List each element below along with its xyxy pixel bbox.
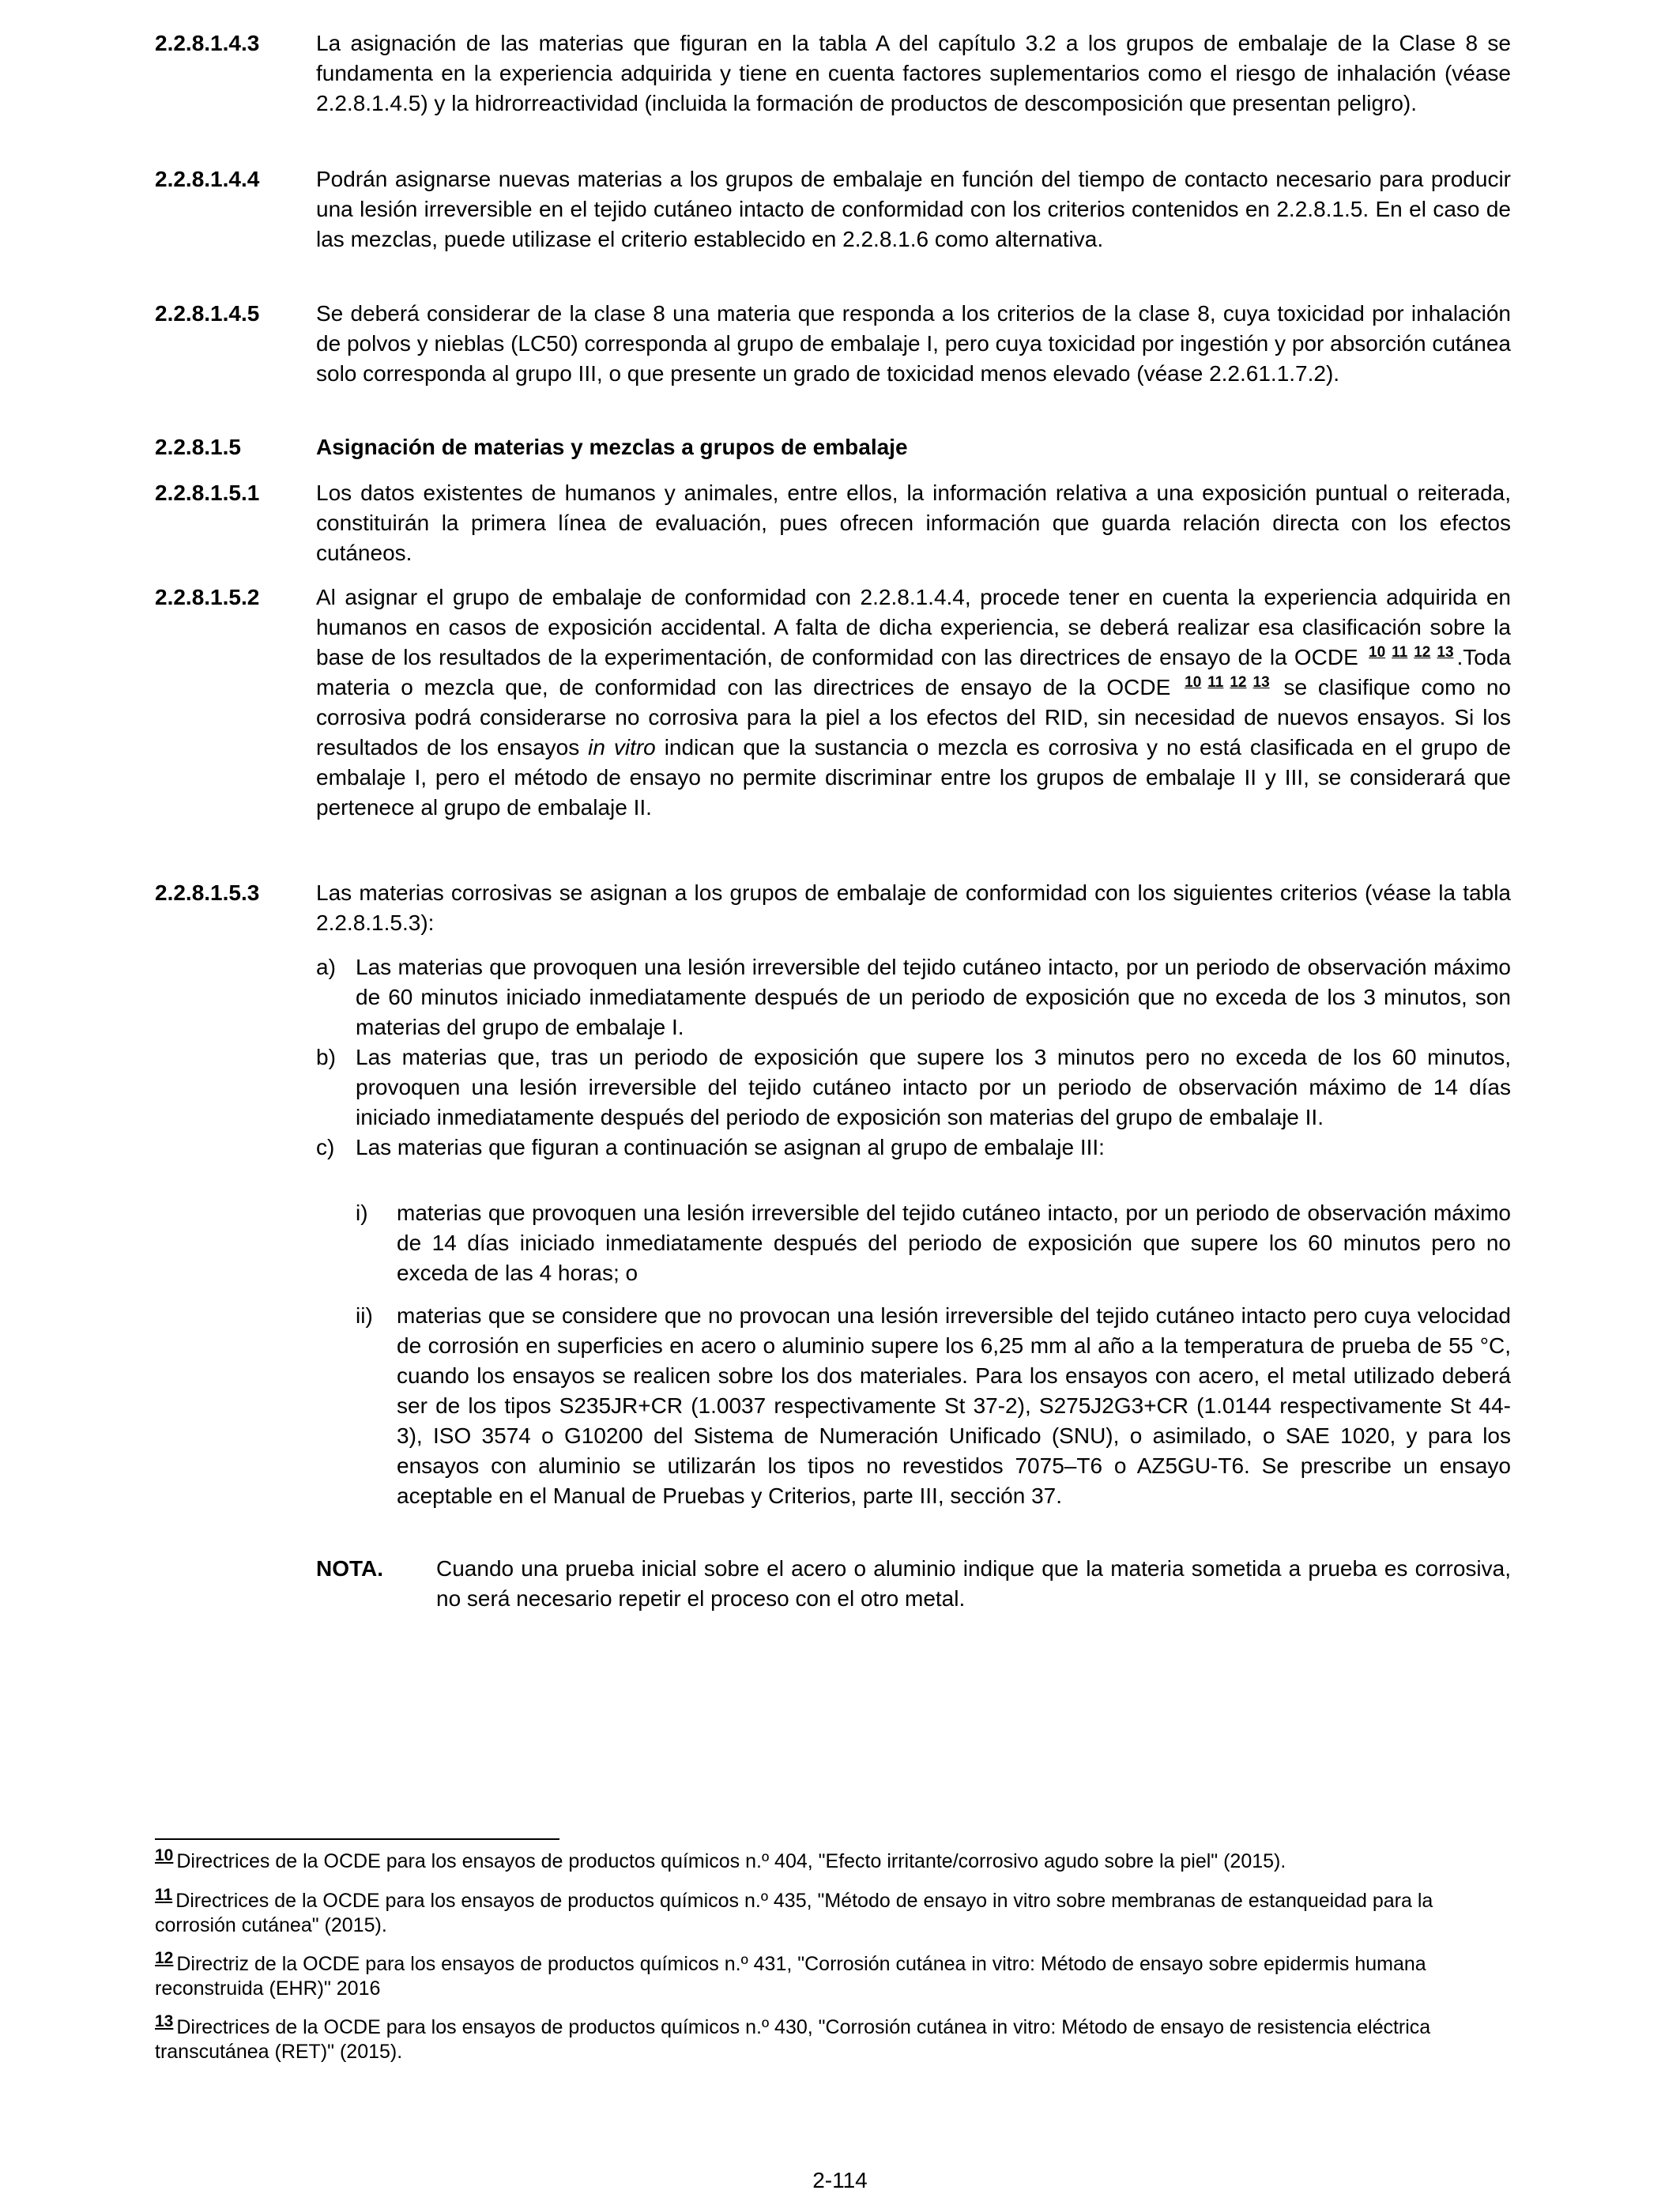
list-item-label: b) <box>316 1045 336 1069</box>
section-2-2-8-1-4-4 <box>155 164 1511 254</box>
footnote-text: Directrices de la OCDE para los ensayos de productos químicos n.º 430, "Corrosión cutánea in vitro: Método de ensayo de resistencia eléctrica transcutánea (RET)" (2015). <box>155 2016 1431 2063</box>
section-text: Se deberá considerar de la clase 8 una materia que responda a los criterios de la clase 8, cuya toxicidad por inhalación de polvos y nieblas (LC50) corresponda al grupo de embalaje I, pero cuya toxicidad por ingestión y por absorción cutánea solo corresponda al grupo III, o que presente un grado de toxicidad menos elevado (véase 2.2.61.1.7.2). <box>316 301 1511 386</box>
section-text: Podrán asignarse nuevas materias a los grupos de embalaje en función del tiempo de contacto necesario para producir una lesión irreversible en el tejido cutáneo intacto de conformidad con los criterios contenidos en 2.2.8.1.5. En el caso de las mezclas, puede utilizase el criterio establecido en 2.2.8.1.6 como alternativa. <box>316 167 1511 251</box>
list-item-text: Las materias que, tras un periodo de exposición que supere los 3 minutos pero no exceda de los 60 minutos, provoquen una lesión irreversible del tejido cutáneo intacto por un periodo de observación máximo de 14 días iniciado inmediatamente después del periodo de exposición son materias del grupo de embalaje II. <box>356 1045 1511 1129</box>
section-2-2-8-1-5 <box>155 432 1511 462</box>
footnote-ref[interactable]: 13 <box>1252 673 1270 691</box>
footnote-mark: 12 <box>155 1948 174 1967</box>
list-item <box>316 952 1511 1042</box>
sub-list-item-text: materias que provoquen una lesión irreversible del tejido cutáneo intacto, por un periodo de observación máximo de 14 días iniciado inmediatamente después del periodo de exposición que supere los 60 minutos pero no exceda de las 4 horas; o <box>397 1201 1511 1285</box>
footnote-text: Directrices de la OCDE para los ensayos de productos químicos n.º 404, "Efecto irritante/corrosivo agudo sobre la piel" (2015). <box>176 1850 1286 1872</box>
list-item-text: Las materias que figuran a continuación se asignan al grupo de embalaje III: <box>356 1135 1105 1159</box>
section-text <box>316 582 1511 823</box>
section-2-2-8-1-4-5 <box>155 299 1511 389</box>
footnote-ref[interactable]: 10 <box>1369 643 1386 661</box>
footnote-ref[interactable]: 11 <box>1207 673 1224 691</box>
section-text: Las materias corrosivas se asignan a los grupos de embalaje de conformidad con los siguientes criterios (véase la tabla 2.2.8.1.5.3): <box>316 880 1511 935</box>
footnote-10 <box>155 1845 1506 1874</box>
footnote-mark: 10 <box>155 1845 174 1864</box>
note-block <box>316 1554 1511 1614</box>
text-part: indican que la sustancia o mezcla es corrosiva y no está clasificada en el grupo de embalaje I, pero el método de ensayo no permite discriminar entre los grupos de embalaje II y III, se considerará que pertenece al grupo de embalaje II. <box>316 735 1512 820</box>
footnote-mark: 11 <box>155 1885 173 1904</box>
section-number: 2.2.8.1.4.5 <box>155 301 260 326</box>
text-part: se clasifique como no corrosiva podrá considerarse no corrosiva para la piel a los efectos del RID, sin necesidad de nuevos ensayos. Si los resultados de los ensayos <box>316 675 1511 760</box>
list-item <box>316 1133 1511 1163</box>
footnote-ref[interactable]: 12 <box>1230 673 1247 691</box>
section-number: 2.2.8.1.5.3 <box>155 880 260 905</box>
footnote-ref[interactable]: 10 <box>1185 673 1202 691</box>
sub-list-item-ii <box>356 1301 1511 1511</box>
footnote-13 <box>155 2011 1506 2064</box>
section-number: 2.2.8.1.4.4 <box>155 167 260 191</box>
section-text: Los datos existentes de humanos y animales, entre ellos, la información relativa a una exposición puntual o reiterada, constituirán la primera línea de evaluación, pues ofrecen información que guarda relación directa con los efectos cutáneos. <box>316 481 1511 565</box>
list-item-label: a) <box>316 955 336 979</box>
footnote-divider <box>155 1838 559 1840</box>
section-heading: Asignación de materias y mezclas a grupos de embalaje <box>316 435 908 459</box>
footnote-text: Directriz de la OCDE para los ensayos de productos químicos n.º 431, "Corrosión cutánea in vitro: Método de ensayo sobre epidermis humana reconstruida (EHR)" 2016 <box>155 1953 1426 2000</box>
sub-list-item-label: i) <box>356 1201 368 1225</box>
section-2-2-8-1-4-3 <box>155 28 1511 119</box>
criteria-list <box>316 952 1511 1163</box>
section-number: 2.2.8.1.5.1 <box>155 481 260 505</box>
footnote-12 <box>155 1948 1506 2001</box>
list-item <box>316 1042 1511 1133</box>
list-item-text: Las materias que provoquen una lesión irreversible del tejido cutáneo intacto, por un periodo de observación máximo de 60 minutos iniciado inmediatamente después de un periodo de exposición que no exceda de los 3 minutos, son materias del grupo de embalaje I. <box>356 955 1511 1039</box>
section-text: La asignación de las materias que figuran en la tabla A del capítulo 3.2 a los grupos de embalaje de la Clase 8 se fundamenta en la experiencia adquirida y tiene en cuenta factores suplementarios como el riesgo de inhalación (véase 2.2.8.1.4.5) y la hidrorreactividad (incluida la formación de productos de descomposición que presentan peligro). <box>316 31 1511 115</box>
footnote-ref[interactable]: 11 <box>1392 643 1408 661</box>
footnote-mark: 13 <box>155 2011 174 2030</box>
footnote-text: Directrices de la OCDE para los ensayos de productos químicos n.º 435, "Método de ensayo in vitro sobre membranas de estanqueidad para la corrosión cutánea" (2015). <box>155 1890 1433 1936</box>
sub-list-item-i <box>356 1198 1511 1288</box>
sub-list-item-label: ii) <box>356 1303 373 1328</box>
section-2-2-8-1-5-3 <box>155 878 1511 938</box>
page-number: 2-114 <box>812 2168 868 2192</box>
note-label: NOTA. <box>316 1556 384 1581</box>
italic-term: in vitro <box>588 735 656 760</box>
sub-list-item <box>356 1301 1511 1511</box>
sub-list-item-text: materias que se considere que no provocan una lesión irreversible del tejido cutáneo intacto pero cuya velocidad de corrosión en superficies en acero o aluminio supere los 6,25 mm al año a la temperatura de prueba de 55 °C, cuando los ensayos se realicen sobre los dos materiales. Para los ensayos con acero, el metal utilizado deberá ser de los tipos S235JR+CR (1.0037 respectivamente St 37-2), S275J2G3+CR (1.0144 respectivamente St 44-3), ISO 3574 o G10200 del Sistema de Numeración Unificado (SNU), o asimilado, o SAE 1020, y para los ensayos con aluminio se utilizarán los tipos no revestidos 7075–T6 o AZ5GU-T6. Se prescribe un ensayo aceptable en el Manual de Pruebas y Criterios, parte III, sección 37. <box>397 1303 1511 1508</box>
note-text: Cuando una prueba inicial sobre el acero o aluminio indique que la materia sometida a prueba es corrosiva, no será necesario repetir el proceso con el otro metal. <box>436 1556 1511 1611</box>
footnote-11 <box>155 1885 1506 1938</box>
section-number: 2.2.8.1.5 <box>155 435 241 459</box>
footnote-ref[interactable]: 13 <box>1437 643 1454 661</box>
section-2-2-8-1-5-2 <box>155 582 1511 823</box>
footnote-ref[interactable]: 12 <box>1414 643 1431 661</box>
sub-list-item <box>356 1198 1511 1288</box>
section-number: 2.2.8.1.5.2 <box>155 585 260 609</box>
section-number: 2.2.8.1.4.3 <box>155 31 260 55</box>
text-part: .Toda materia o mezcla que, de conformidad con las directrices de ensayo de la OCDE <box>316 645 1512 699</box>
list-item-label: c) <box>316 1135 335 1159</box>
section-2-2-8-1-5-1 <box>155 478 1511 568</box>
text-part: Al asignar el grupo de embalaje de conformidad con 2.2.8.1.4.4, procede tener en cuenta la experiencia adquirida en humanos en casos de exposición accidental. A falta de dicha experiencia, se deberá realizar esa clasificación sobre la base de los resultados de la experimentación, de conformidad con las directrices de ensayo de la OCDE <box>316 585 1511 669</box>
